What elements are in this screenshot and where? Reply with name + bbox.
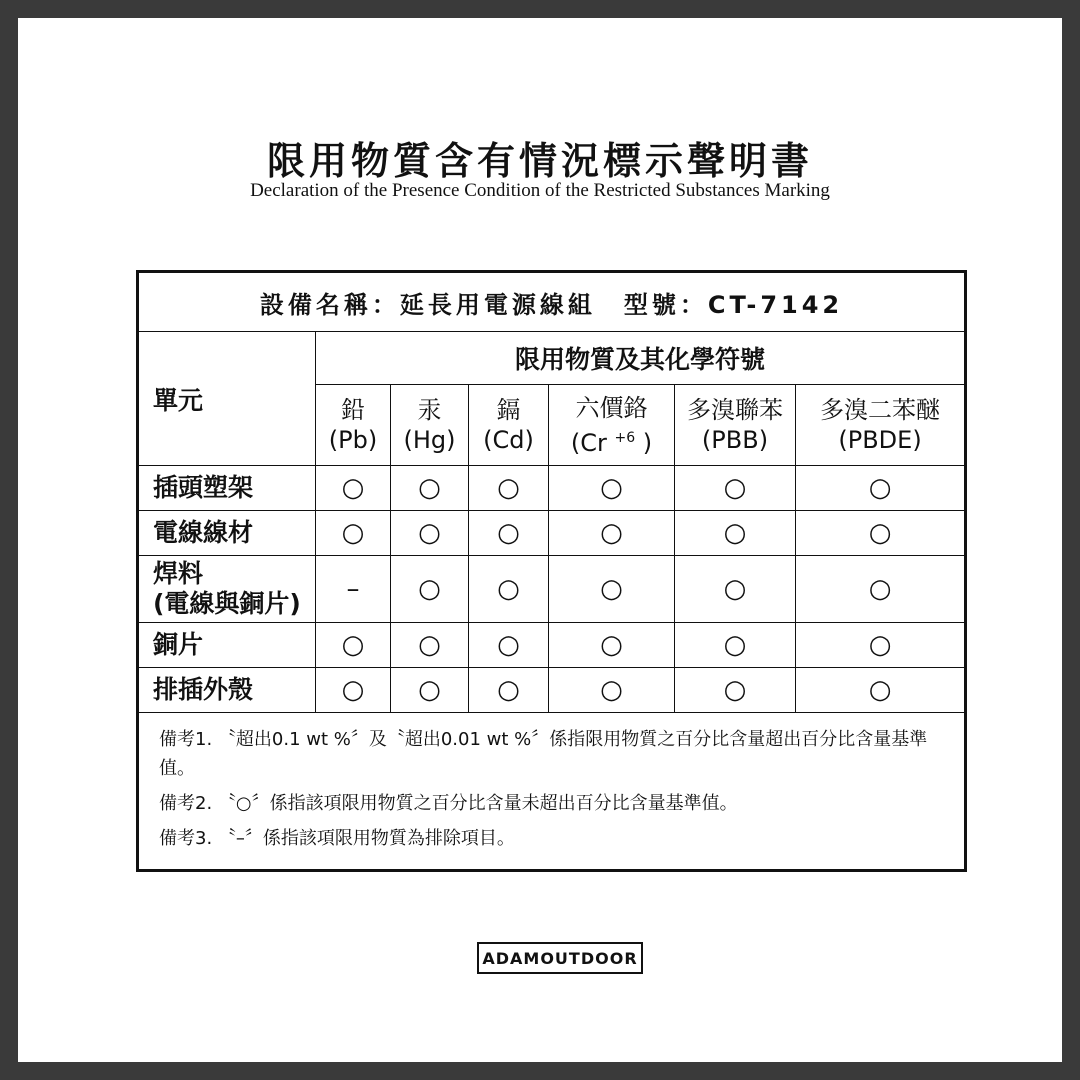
- symbol-prefix: (Cr: [570, 428, 607, 457]
- mark-cell: ○: [675, 556, 796, 623]
- table-row: [138, 511, 966, 556]
- note-2: 備考2. 〝○〞係指該項限用物質之百分比含量未超出百分比含量基準值。: [159, 793, 738, 814]
- mark-cell: ○: [796, 623, 966, 668]
- mark-cell: ○: [469, 511, 549, 556]
- unit-label-line1: 焊料: [153, 559, 204, 588]
- mark-cell: ○: [316, 511, 391, 556]
- substance-lead: [316, 385, 391, 466]
- mark-cell: ○: [796, 556, 966, 623]
- unit-label-line2: (電線與銅片): [153, 589, 301, 618]
- unit-label: 插頭塑架: [138, 466, 316, 511]
- mark-cell: ○: [469, 668, 549, 713]
- table-row: [138, 623, 966, 668]
- device-name-model: 設備名稱：延長用電源線組 型號：CT-7142: [138, 272, 966, 332]
- mark-cell: ○: [796, 466, 966, 511]
- unit-label: [138, 556, 316, 623]
- substance-pbde: [796, 385, 966, 466]
- mark-cell: ○: [796, 511, 966, 556]
- symbol-suffix: ): [642, 428, 653, 457]
- mark-cell: ○: [391, 668, 469, 713]
- substance-mercury: [391, 385, 469, 466]
- substance-pbb: [675, 385, 796, 466]
- title-chinese: 限用物質含有情況標示聲明書: [266, 138, 813, 183]
- substance-name: 多溴二苯醚: [820, 396, 941, 424]
- substance-symbol: (Hg): [403, 426, 456, 454]
- substance-symbol: (PBDE): [838, 426, 922, 454]
- mark-cell: ○: [549, 668, 675, 713]
- title-english: Declaration of the Presence Condition of the Restricted Substances Marking: [250, 180, 830, 201]
- mark-cell: ○: [391, 556, 469, 623]
- brand-logo: ADAMOUTDOOR: [477, 942, 643, 974]
- mark-cell: ○: [391, 511, 469, 556]
- mark-cell: ○: [469, 623, 549, 668]
- mark-cell: ○: [469, 556, 549, 623]
- mark-cell: ○: [675, 623, 796, 668]
- mark-cell: ○: [675, 668, 796, 713]
- mark-cell: ○: [469, 466, 549, 511]
- mark-cell: ○: [391, 466, 469, 511]
- substance-name: 汞: [417, 396, 442, 424]
- mark-cell: ○: [549, 511, 675, 556]
- note-3: 備考3. 〝–〞係指該項限用物質為排除項目。: [159, 828, 515, 849]
- mark-cell: ○: [675, 466, 796, 511]
- substances-header: 限用物質及其化學符號: [316, 332, 966, 385]
- symbol-superscript: +6: [614, 429, 636, 446]
- mark-cell: ○: [316, 668, 391, 713]
- note-1: 備考1. 〝超出0.1 wt %〞及〝超出0.01 wt %〞係指限用物質之百分比含量超出百分比含量基準值。: [159, 729, 928, 779]
- mark-cell: ○: [316, 623, 391, 668]
- mark-cell: ○: [549, 556, 675, 623]
- mark-cell: –: [316, 556, 391, 623]
- table-row: [138, 668, 966, 713]
- unit-label: 銅片: [138, 623, 316, 668]
- mark-cell: ○: [675, 511, 796, 556]
- restricted-substances-table: [136, 270, 967, 872]
- unit-label: 電線線材: [138, 511, 316, 556]
- substance-cadmium: [469, 385, 549, 466]
- substance-name: 鎘: [496, 396, 521, 424]
- substance-name: 多溴聯苯: [687, 396, 783, 424]
- substance-name: 六價鉻: [575, 393, 648, 422]
- mark-cell: ○: [316, 466, 391, 511]
- table-row: [138, 556, 966, 623]
- substance-name: 鉛: [341, 396, 365, 424]
- mark-cell: ○: [796, 668, 966, 713]
- substance-symbol: (PBB): [701, 426, 769, 454]
- mark-cell: ○: [391, 623, 469, 668]
- mark-cell: ○: [549, 466, 675, 511]
- substance-symbol: (Cd): [483, 426, 534, 454]
- unit-label: 排插外殼: [138, 668, 316, 713]
- table-row: [138, 466, 966, 511]
- mark-cell: ○: [549, 623, 675, 668]
- unit-header: 單元: [138, 332, 316, 466]
- substance-hexavalent-chromium: [549, 385, 675, 466]
- substance-symbol: (Pb): [328, 426, 378, 454]
- notes-section: [138, 713, 966, 871]
- substance-symbol: [549, 423, 674, 458]
